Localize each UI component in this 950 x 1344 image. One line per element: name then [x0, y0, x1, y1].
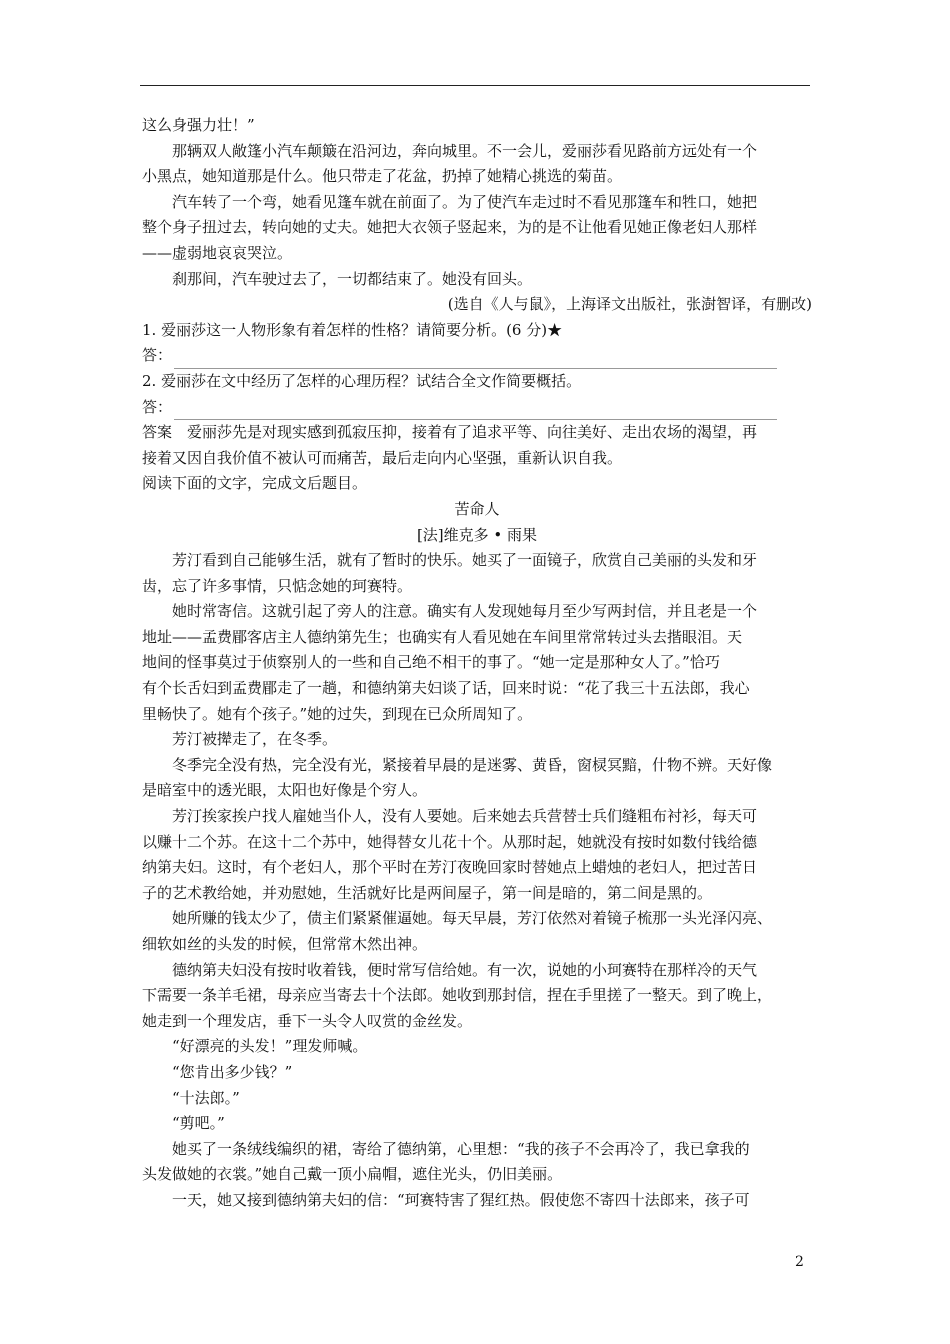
text-line: 一天，她又接到德纳第夫妇的信：“珂赛特害了猩红热。假使您不寄四十法郎来，孩子可 — [172, 1190, 750, 1209]
text-line: “好漂亮的头发！”理发师喊。 — [172, 1037, 368, 1056]
text-line: 她时常寄信。这就引起了旁人的注意。确实有人发现她每月至少写两封信，并且老是一个 — [172, 602, 758, 621]
text-line: 是暗室中的透光眼，太阳也好像是个穷人。 — [142, 781, 428, 800]
text-line: 德纳第夫妇没有按时收着钱，便时常写信给她。有一次，说她的小珂赛特在那样冷的天气 — [172, 960, 758, 979]
text-line: 里畅快了。她有个孩子。”她的过失，到现在已众所周知了。 — [142, 704, 533, 723]
answer-row-2[interactable] — [142, 395, 812, 421]
text-line: 芳汀看到自己能够生活，就有了暂时的快乐。她买了一面镜子，欣赏自己美丽的头发和牙 — [172, 551, 758, 570]
text-line: 头发做她的衣裳。”她自己戴一顶小扁帽，遮住光头，仍旧美丽。 — [142, 1165, 563, 1184]
reading-instruction: 阅读下面的文字，完成文后题目。 — [142, 474, 368, 493]
answer-blank-2[interactable] — [174, 405, 777, 420]
answer-blank-1[interactable] — [174, 354, 777, 369]
text-line: 芳汀被撵走了，在冬季。 — [172, 730, 338, 749]
text-line: “十法郎。” — [172, 1088, 240, 1107]
text-line: 她走到一个理发店，垂下一头令人叹赏的金丝发。 — [142, 1011, 473, 1030]
text-line: 那辆双人敞篷小汽车颠簸在沿河边，奔向城里。不一会儿，爱丽莎看见路前方远处有一个 — [172, 141, 758, 160]
story-body — [142, 548, 812, 1213]
excerpt-tail — [142, 113, 812, 292]
answer-prefix: 答： — [142, 346, 173, 365]
question-2: 2. 爱丽莎在文中经历了怎样的心理历程？试结合全文作简要概括。 — [142, 371, 582, 390]
text-line: 她所赚的钱太少了，债主们紧紧催逼她。每天早晨，芳汀依然对着镜子梳那一头光泽闪亮、 — [172, 909, 773, 928]
text-line: 齿，忘了许多事情，只惦念她的珂赛特。 — [142, 576, 413, 595]
text-line: “您肯出多少钱？” — [172, 1062, 293, 1081]
text-line: 地址——孟费郿客店主人德纳第先生；也确实有人看见她在车间里常常转过头去揩眼泪。天 — [142, 627, 743, 646]
question-1: 1. 爱丽莎这一人物形象有着怎样的性格？请简要分析。(6 分)★ — [142, 320, 563, 339]
page-content — [142, 113, 812, 1214]
answer-line: 答案 爱丽莎先是对现实感到孤寂压抑，接着有了追求平等、向往美好、走出农场的渴望，再 — [142, 423, 758, 442]
story-author: [法]维克多 • 雨果 — [416, 525, 538, 544]
text-line: 芳汀挨家挨户找人雇她当仆人，没有人要她。后来她去兵营替士兵们缝粗布衬衫，每天可 — [172, 807, 758, 826]
answer-row-1[interactable] — [142, 343, 812, 369]
page-number: 2 — [795, 1254, 804, 1270]
text-line: 她买了一条绒线编织的裙，寄给了德纳第，心里想：“我的孩子不会再冷了，我已拿我的 — [172, 1139, 750, 1158]
text-line: 有个长舌妇到孟费郿走了一趟，和德纳第夫妇谈了话，回来时说：“花了我三十五法郎，我心 — [142, 679, 750, 698]
text-line: 汽车转了一个弯，她看见篷车就在前面了。为了使汽车走过时不看见那篷车和牲口，她把 — [172, 192, 758, 211]
text-line: 刹那间，汽车驶过去了，一切都结束了。她没有回头。 — [172, 269, 533, 288]
text-line: 整个身子扭过去，转向她的丈夫。她把大衣领子竖起来，为的是不让他看见她正像老妇人那样 — [142, 218, 758, 237]
story-title: 苦命人 — [454, 499, 500, 518]
text-line: 小黑点，她知道那是什么。他只带走了花盆，扔掉了她精心挑选的菊苗。 — [142, 167, 623, 186]
source-note: (选自《人与鼠》，上海译文出版社，张澍智译，有删改) — [447, 295, 812, 314]
text-line: 地间的怪事莫过于侦察别人的一些和自己绝不相干的事了。“她一定是那种女人了。”恰巧 — [142, 653, 720, 672]
header-rule — [140, 85, 810, 86]
answer-prefix: 答： — [142, 397, 173, 416]
answer-line: 接着又因自我价值不被认可而痛苦，最后走向内心坚强，重新认识自我。 — [142, 448, 623, 467]
text-line: 以赚十二个苏。在这十二个苏中，她得替女儿花十个。从那时起，她就没有按时如数付钱给德 — [142, 832, 758, 851]
text-line: “剪吧。” — [172, 1114, 225, 1133]
text-line: 纳第夫妇。这时，有个老妇人，那个平时在芳汀夜晚回家时替她点上蜡烛的老妇人，把过苦日 — [142, 858, 758, 877]
text-line: 冬季完全没有热，完全没有光，紧接着早晨的是迷雾、黄昏，窗棂冥黯，什物不辨。天好像 — [172, 755, 773, 774]
text-line: 细软如丝的头发的时候，但常常木然出神。 — [142, 935, 428, 953]
text-line: 子的艺术教给她，并劝慰她，生活就好比是两间屋子，第一间是暗的，第二间是黑的。 — [142, 883, 713, 902]
text-line: ——虚弱地哀哀哭泣。 — [142, 243, 293, 262]
text-line: 这么身强力壮！” — [142, 116, 255, 134]
text-line: 下需要一条羊毛裙，母亲应当寄去十个法郎。她收到那封信，捏在手里搓了一整天。到了晚上， — [142, 986, 773, 1005]
